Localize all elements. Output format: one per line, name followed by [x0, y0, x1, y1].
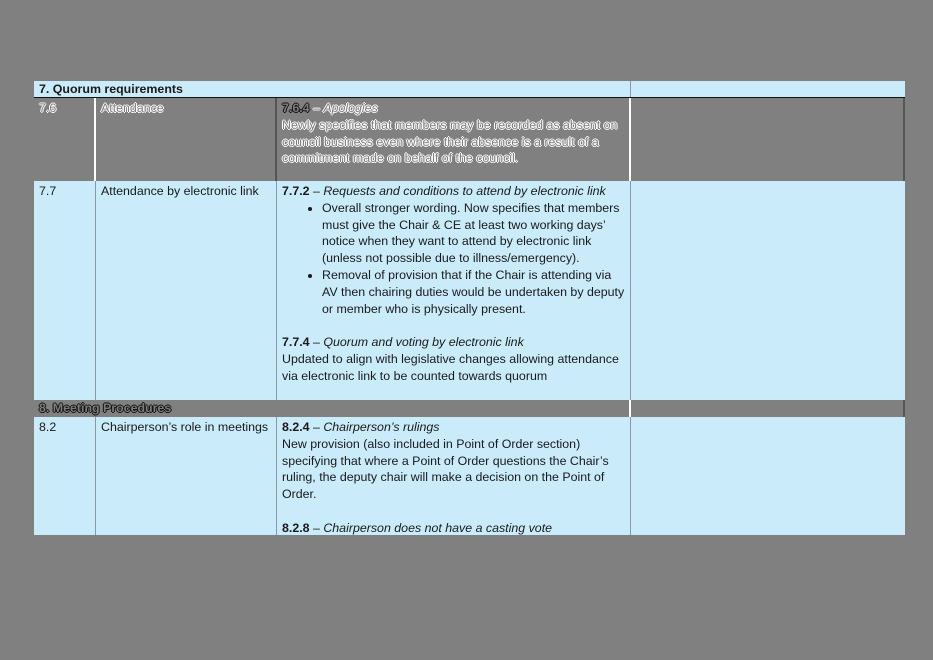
- row-details: [277, 181, 631, 400]
- section-title-text: 7. Quorum requirements: [39, 82, 183, 96]
- clause-separator: –: [309, 184, 324, 198]
- clause-heading: [282, 419, 625, 436]
- clause-number: 7.6.4: [282, 101, 310, 115]
- section-notes-cell: [631, 81, 905, 97]
- clause-title: Chairperson’s rulings: [323, 420, 440, 434]
- bullet-item: • Removal of provision that if the Chair is attending via AV then chairing duties would be undertaken by deputy or member who is physically present.: [322, 267, 625, 317]
- clause-separator: –: [309, 420, 324, 434]
- row-topic: Attendance by electronic link: [96, 181, 277, 400]
- section-title: [34, 81, 631, 97]
- section-title: [34, 400, 631, 417]
- row-details: [277, 98, 631, 182]
- bullet-item: • Overall stronger wording. Now specifies that members must give the Chair & CE at least two working days’ notice when they want to attend by electronic link (unless not possible due to illness/emergency).: [322, 200, 625, 267]
- row-ref: 7.6: [34, 98, 96, 182]
- clause-heading: [282, 334, 625, 351]
- clause-bullet-list: [282, 200, 625, 318]
- clause-heading: [282, 183, 625, 200]
- table-row-7-7[interactable]: [34, 181, 905, 400]
- clause-separator: –: [309, 101, 324, 115]
- row-topic: Attendance: [96, 98, 277, 182]
- clause-title: Apologies: [323, 101, 378, 115]
- row-ref: 7.7: [34, 181, 96, 400]
- clause-text: New provision (also included in Point of Order section) specifying that where a Point of Order questions the Chair’s ruling, the deputy chair will make a decision on the Point of Order.: [282, 436, 609, 502]
- table-row-7-6[interactable]: [34, 97, 905, 182]
- section-header-8[interactable]: [34, 400, 905, 418]
- table-row-8-2[interactable]: [34, 417, 905, 535]
- clause-title: Requests and conditions to attend by electronic link: [323, 184, 606, 198]
- clause-number: 8.2.4: [282, 420, 310, 434]
- row-topic: Chairperson’s role in meetings: [96, 417, 277, 535]
- section-notes-cell: [631, 400, 905, 417]
- row-notes: [631, 417, 905, 535]
- clause-text: Newly specifies that members may be recorded as absent on council business even where their absence is a result of a commitment made on behalf of the council.: [282, 117, 618, 166]
- clause-number: 7.7.4: [282, 335, 310, 350]
- clause-text: Updated to align with legislative changes allowing attendance via electronic link to be counted towards quorum: [282, 351, 619, 383]
- row-notes: [631, 181, 905, 400]
- clause-heading: [282, 100, 624, 117]
- row-notes: [631, 98, 905, 182]
- row-details: [277, 417, 631, 535]
- clause-separator: –: [309, 335, 324, 350]
- clause-number: 8.2.8: [282, 520, 310, 535]
- section-title-text: 8. Meeting Procedures: [39, 401, 172, 415]
- row-ref: 8.2: [34, 417, 96, 535]
- clause-number: 7.7.2: [282, 184, 310, 198]
- section-header-7: [34, 81, 905, 97]
- clause-title: Quorum and voting by electronic link: [323, 335, 524, 350]
- clause-separator: –: [309, 520, 324, 535]
- clause-heading: [282, 520, 625, 537]
- clause-title: Chairperson does not have a casting vote: [323, 520, 553, 535]
